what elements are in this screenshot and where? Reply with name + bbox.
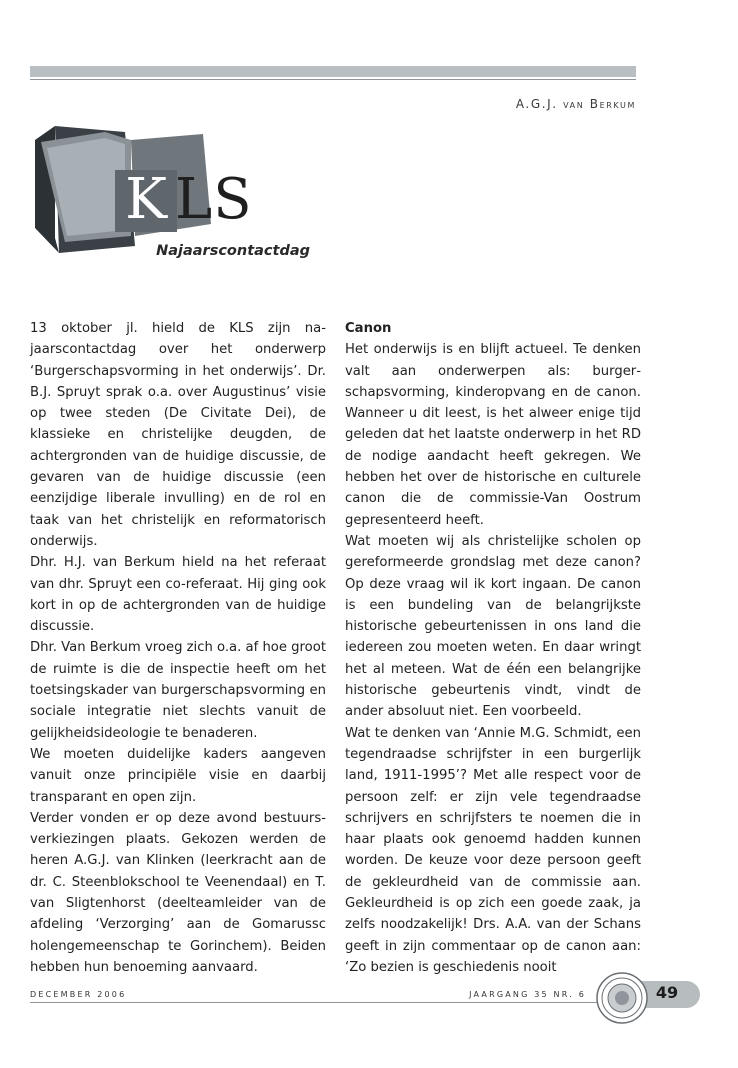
header-bar xyxy=(30,66,636,77)
paragraph: We moeten duidelijke kaders aangeven vanuit onze principiële visie en daarbij transparant en open zijn. xyxy=(30,746,326,805)
page-number: 49 xyxy=(655,983,679,1002)
section-heading: Canon xyxy=(345,321,392,336)
left-column xyxy=(30,318,326,978)
article-subtitle: Najaarscontactdag xyxy=(156,243,310,259)
kls-logo xyxy=(35,118,295,253)
paragraph: Wat te denken van ‘Annie M.G. Schmidt, een tegendraadse schrijfster in een burgerlijk land, 1911-1995’? Met alle respect voor de persoon zelf: er zijn vele tegendraadse schrijvers en schrijfsters te noemen die in haar plaats ook genoemd hadden kunnen worden. De keuze voor deze persoon geeft de gekleurdheid van de commissie aan. Gekleurdheid is op zich een goede zaak, ja zelfs noodzakelijk! Drs. A.A. van der Schans geeft in zijn commentaar op de canon aan: ‘Zo bezien is geschiedenis nooit xyxy=(345,725,641,975)
paragraph: Dhr. H.J. van Berkum hield na het referaat van dhr. Spruyt een co-referaat. Hij ging ook kort in op de achtergronden van de huidige discussie. xyxy=(30,555,326,635)
footer-date: DECEMBER 2006 xyxy=(30,990,127,999)
paragraph: Verder vonden er op deze avond bestuursverkiezingen plaats. Gekozen werden de heren A.G.J. van Klinken (leerkracht aan de dr. C. Steenblokschool te Veenendaal) en T. van Sligtenhorst (deelteamleider van de afdeling ‘Verzorging’ aan de Gomarussc holengemeenschap te Gorinchem). Beiden hebben hun benoeming aanvaard. xyxy=(30,810,326,975)
seal-icon xyxy=(596,972,648,1024)
paragraph: 13 oktober jl. hield de KLS zijn najaarscontactdag over het onderwerp ‘Burgerschapsvorming in het onderwijs’. Dr. B.J. Spruyt sprak o.a. over Augustinus’ visie op twee steden (De Civitate Dei), de klassieke en christelijke deugden, de achtergronden van de huidige discussie, de gevaren van de huidige discussie (een eenzijdige liberale invulling) en de rol en taak van het christelijk en reformatorisch onderwijs. xyxy=(30,321,326,549)
paragraph: Het onderwijs is en blijft actueel. Te denken valt aan onderwerpen als: burgerschapsvorming, kinderopvang en de canon. Wanneer u dit leest, is het alweer enige tijd geleden dat het laatste onderwerp in het RD de nodige aandacht heeft gekregen. We hebben het over de historische en culturele canon die de commissie-Van Oostrum gepresenteerd heeft. xyxy=(345,342,641,528)
right-column xyxy=(345,318,641,978)
author-name: A.G.J. van Berkum xyxy=(515,97,636,111)
logo-letters-ls: LS xyxy=(175,167,253,232)
footer-rule xyxy=(30,1002,628,1003)
logo-letter-k: K xyxy=(125,167,167,232)
header-rule xyxy=(30,79,636,80)
paragraph: Dhr. Van Berkum vroeg zich o.a. af hoe groot de ruimte is die de inspectie heeft om het toetsingskader van burgerschapsvorming en sociale integratie niet slechts vanuit de gelijkheidsideologie te benaderen. xyxy=(30,640,326,741)
footer-volume: JAARGANG 35 NR. 6 xyxy=(469,990,586,999)
paragraph: Wat moeten wij als christelijke scholen op gereformeerde grondslag met deze canon? Op deze vraag wil ik kort ingaan. De canon is een bundeling van de belangrijkste historische gebeurtenissen in ons land die iedereen zou moeten weten. En daar wringt het al meteen. Wat de één een belangrijke historische gebeurtenis vindt, vindt de ander absoluut niet. Een voorbeeld. xyxy=(345,533,641,720)
